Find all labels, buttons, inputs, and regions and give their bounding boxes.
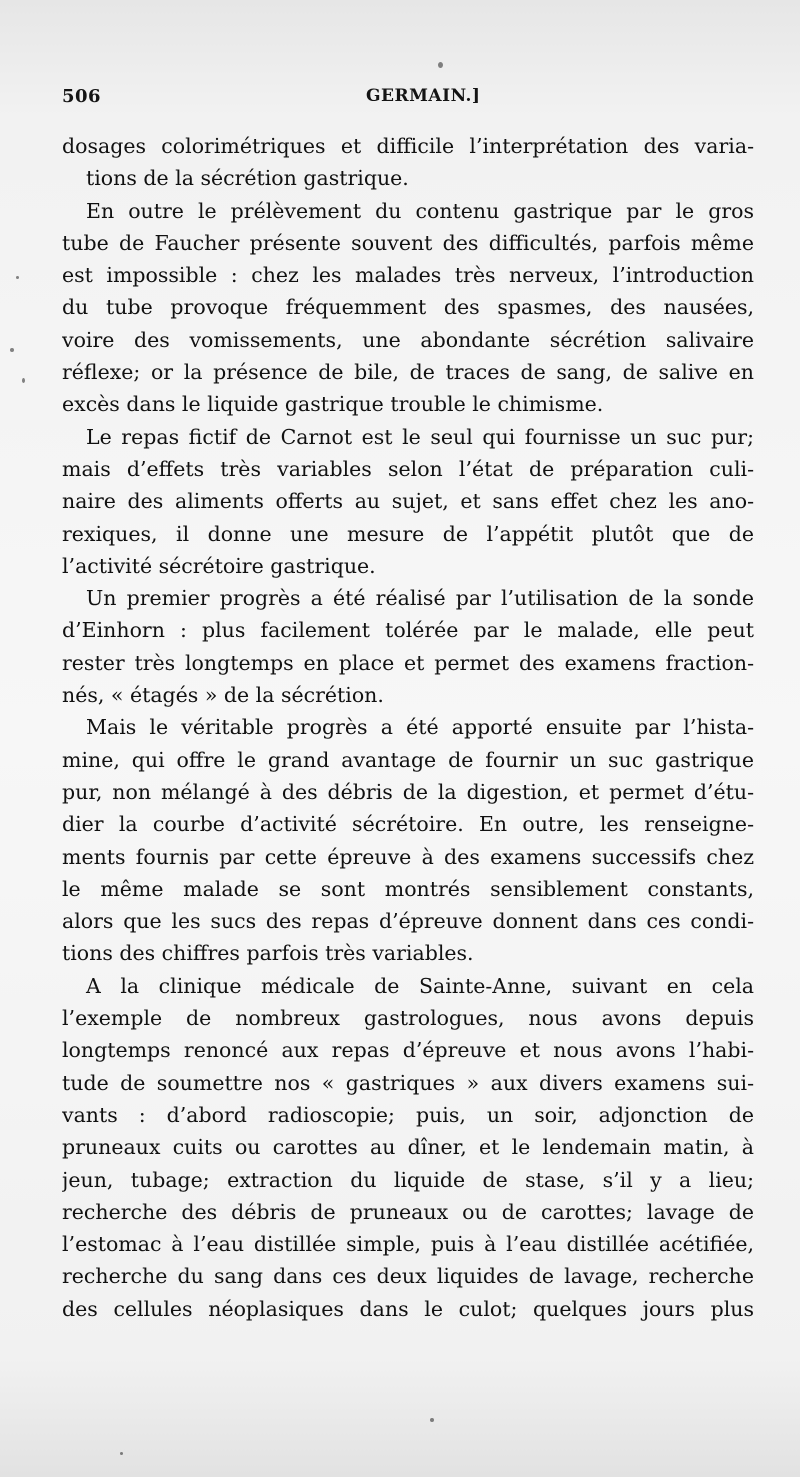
text-line: tions de la sécrétion gastrique. — [86, 166, 409, 191]
text-line: ments fournis par cette épreuve à des examens successifs chez — [62, 844, 754, 869]
text-line: pur, non mélangé à des débris de la digestion, et permet d’étu- — [62, 779, 754, 804]
scan-speck — [430, 1418, 434, 1422]
text-line: d’Einhorn : plus facilement tolérée par le malade, elle peut — [62, 618, 754, 643]
text-line: tube de Faucher présente souvent des difficultés, parfois même — [62, 230, 754, 255]
text-line: nés, « étagés » de la sécrétion. — [62, 683, 384, 708]
text-line: est impossible : chez les malades très nerveux, l’introduction — [62, 263, 754, 288]
text-line: le même malade se sont montrés sensiblement constants, — [62, 876, 754, 901]
text-line: jeun, tubage; extraction du liquide de stase, s’il y a lieu; — [62, 1167, 754, 1192]
text-line: des cellules néoplasiques dans le culot; quelques jours plus — [62, 1296, 754, 1321]
running-head: GERMAIN.] — [366, 86, 481, 106]
text-line: naire des aliments offerts au sujet, et sans effet chez les ano- — [62, 489, 754, 514]
scan-speck — [120, 1452, 123, 1455]
text-line: alors que les sucs des repas d’épreuve donnent dans ces condi- — [62, 909, 754, 934]
paragraph-start-line: En outre le prélèvement du contenu gastrique par le gros — [86, 198, 754, 223]
text-line: l’exemple de nombreux gastrologues, nous avons depuis — [62, 1006, 754, 1031]
page-header — [62, 86, 762, 116]
text-line: du tube provoque fréquemment des spasmes, des nausées, — [62, 295, 754, 320]
text-line: recherche du sang dans ces deux liquides de lavage, recherche — [62, 1264, 754, 1289]
text-line: dier la courbe d’activité sécrétoire. En outre, les renseigne- — [62, 812, 754, 837]
paragraph-start-line: Le repas fictif de Carnot est le seul qui fournisse un suc pur; — [86, 424, 754, 449]
text-line: mais d’effets très variables selon l’état de préparation culi- — [62, 456, 754, 481]
text-line: dosages colorimétriques et difficile l’interprétation des varia- — [62, 134, 754, 158]
page-number: 506 — [62, 86, 102, 107]
text-line: vants : d’abord radioscopie; puis, un soir, adjonction de — [62, 1102, 754, 1127]
text-line: voire des vomissements, une abondante sécrétion salivaire — [62, 327, 754, 352]
scan-speck — [10, 348, 14, 352]
paragraph-start-line: Un premier progrès a été réalisé par l’utilisation de la sonde — [86, 586, 754, 611]
text-line: réflexe; or la présence de bile, de traces de sang, de salive en — [62, 360, 754, 385]
text-line: pruneaux cuits ou carottes au dîner, et le lendemain matin, à — [62, 1135, 754, 1160]
scan-speck — [438, 62, 443, 68]
text-line: rexiques, il donne une mesure de l’appétit plutôt que de — [62, 521, 754, 546]
text-line: l’activité sécrétoire gastrique. — [62, 553, 376, 578]
text-line: l’estomac à l’eau distillée simple, puis à l’eau distillée acétifiée, — [62, 1232, 754, 1257]
body-text — [62, 130, 754, 1325]
text-line: tude de soumettre nos « gastriques » aux divers examens sui- — [62, 1070, 754, 1095]
text-line: rester très longtemps en place et permet des examens fraction- — [62, 650, 754, 675]
text-line: longtemps renoncé aux repas d’épreuve et nous avons l’habi- — [62, 1038, 754, 1063]
scan-speck — [22, 378, 25, 383]
paragraph-start-line: Mais le véritable progrès a été apporté ensuite par l’hista- — [86, 715, 754, 740]
text-line: tions des chiffres parfois très variables. — [62, 941, 474, 966]
paragraph-start-line: A la clinique médicale de Sainte-Anne, suivant en cela — [86, 973, 754, 998]
text-line: excès dans le liquide gastrique trouble le chimisme. — [62, 392, 604, 417]
text-line: recherche des débris de pruneaux ou de carottes; lavage de — [62, 1199, 754, 1224]
scan-speck — [16, 276, 19, 279]
text-line: mine, qui offre le grand avantage de fournir un suc gastrique — [62, 747, 754, 772]
